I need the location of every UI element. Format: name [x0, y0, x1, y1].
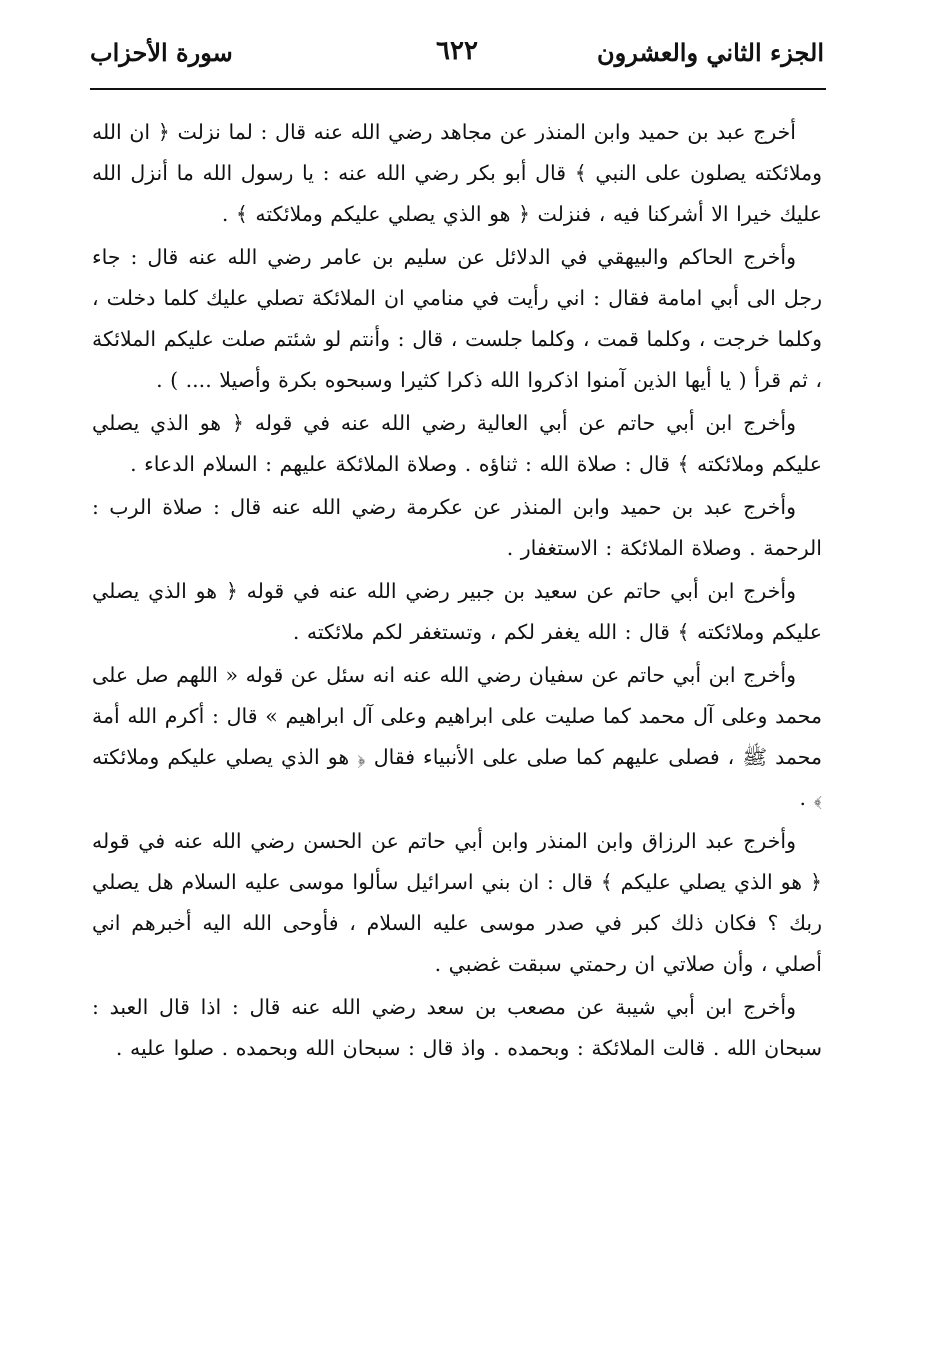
part-title: الجزء الثاني والعشرون	[597, 38, 824, 67]
paragraph-4: وأخرج عبد بن حميد وابن المنذر عن عكرمة رضي الله عنه قال : صلاة الرب : الرحمة . وصلاة الملائكة : الاستغفار .	[92, 495, 822, 560]
header-divider	[90, 88, 826, 90]
paragraph-8: وأخرج ابن أبي شيبة عن مصعب بن سعد رضي الله عنه قال : اذا قال العبد : سبحان الله . قالت الملائكة : وبحمده . واذ قال : سبحان الله وبحمده . صلوا عليه .	[92, 995, 822, 1060]
paragraph-1: أخرج عبد بن حميد وابن المنذر عن مجاهد رضي الله عنه قال : لما نزلت ﴿ ان الله وملائكته يصلون على النبي ﴾ قال أبو بكر رضي الله عنه : يا رسول الله ما أنزل الله عليك خيرا الا أشركنا فيه ، فنزلت ﴿ هو الذي يصلي عليكم وملائكته ﴾ .	[92, 120, 822, 226]
page-body	[92, 112, 822, 1071]
page-header	[90, 34, 824, 80]
paragraph-3: وأخرج ابن أبي حاتم عن أبي العالية رضي الله عنه في قوله ﴿ هو الذي يصلي عليكم وملائكته ﴾ قال : صلاة الله : ثناؤه . وصلاة الملائكة عليهم : السلام الدعاء .	[92, 411, 822, 476]
paragraph-6: وأخرج ابن أبي حاتم عن سفيان رضي الله عنه انه سئل عن قوله « اللهم صل على محمد وعلى آل محمد كما صليت على ابراهيم وعلى آل ابراهيم » قال : أكرم الله أمة محمد ﷺ ، فصلى عليهم كما صلى على الأنبياء فقال ﴿ هو الذي يصلي عليكم وملائكته ﴾ .	[92, 663, 822, 810]
paragraph-7: وأخرج عبد الرزاق وابن المنذر وابن أبي حاتم عن الحسن رضي الله عنه في قوله ﴿ هو الذي يصلي عليكم ﴾ قال : ان بني اسرائيل سألوا موسى عليه السلام هل يصلي ربك ؟ فكان ذلك كبر في صدر موسى عليه السلام ، فأوحى الله اليه أخبرهم اني أصلي ، وأن صلاتي ان رحمتي سبقت غضبي .	[92, 829, 822, 976]
paragraph-2: وأخرج الحاكم والبيهقي في الدلائل عن سليم بن عامر رضي الله عنه قال : جاء رجل الى أبي امامة فقال : اني رأيت في منامي ان الملائكة تصلي عليك كلما دخلت ، وكلما خرجت ، وكلما قمت ، وكلما جلست ، قال : وأنتم لو شئتم صلت عليكم الملائكة ، ثم قرأ ( يا أيها الذين آمنوا اذكروا الله ذكرا كثيرا وسبحوه بكرة وأصيلا .... ) .	[92, 245, 822, 392]
surah-title: سورة الأحزاب	[90, 38, 233, 67]
paragraph-5: وأخرج ابن أبي حاتم عن سعيد بن جبير رضي الله عنه في قوله ﴿ هو الذي يصلي عليكم وملائكته ﴾ قال : الله يغفر لكم ، وتستغفر لكم ملائكته .	[92, 579, 822, 644]
page-number: ٦٢٢	[436, 36, 478, 66]
